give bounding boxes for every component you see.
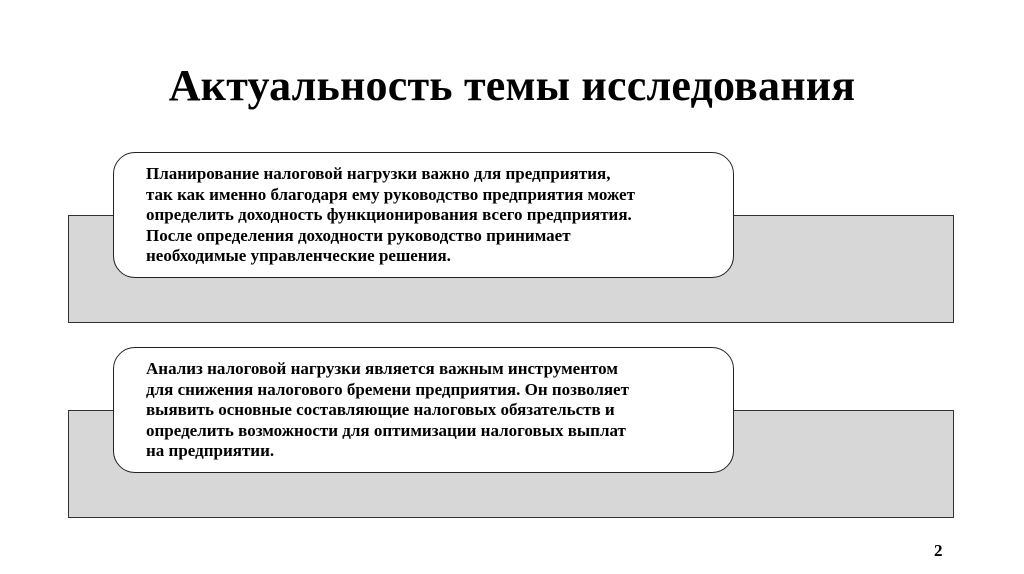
text-line: Планирование налоговой нагрузки важно для предприятия, <box>146 164 611 183</box>
slide-title: Актуальность темы исследования <box>168 61 856 110</box>
text-box-2-content <box>146 359 711 462</box>
text-box-2 <box>113 347 734 473</box>
text-box-1 <box>113 152 734 278</box>
text-line: Анализ налоговой нагрузки является важным инструментом <box>146 359 618 378</box>
text-line: определить доходность функционирования всего предприятия. <box>146 205 632 224</box>
text-line: на предприятии. <box>146 441 275 460</box>
text-line: для снижения налогового бремени предприятия. Он позволяет <box>146 379 629 399</box>
text-line: После определения доходности руководство принимает <box>146 225 571 245</box>
text-line: выявить основные составляющие налоговых обязательств и <box>146 400 615 419</box>
text-line: необходимые управленческие решения. <box>146 246 451 265</box>
text-line: так как именно благодаря ему руководство предприятия может <box>146 184 635 204</box>
text-box-1-content <box>146 164 711 267</box>
text-line: определить возможности для оптимизации налоговых выплат <box>146 420 626 440</box>
page-number: 2 <box>934 541 943 560</box>
